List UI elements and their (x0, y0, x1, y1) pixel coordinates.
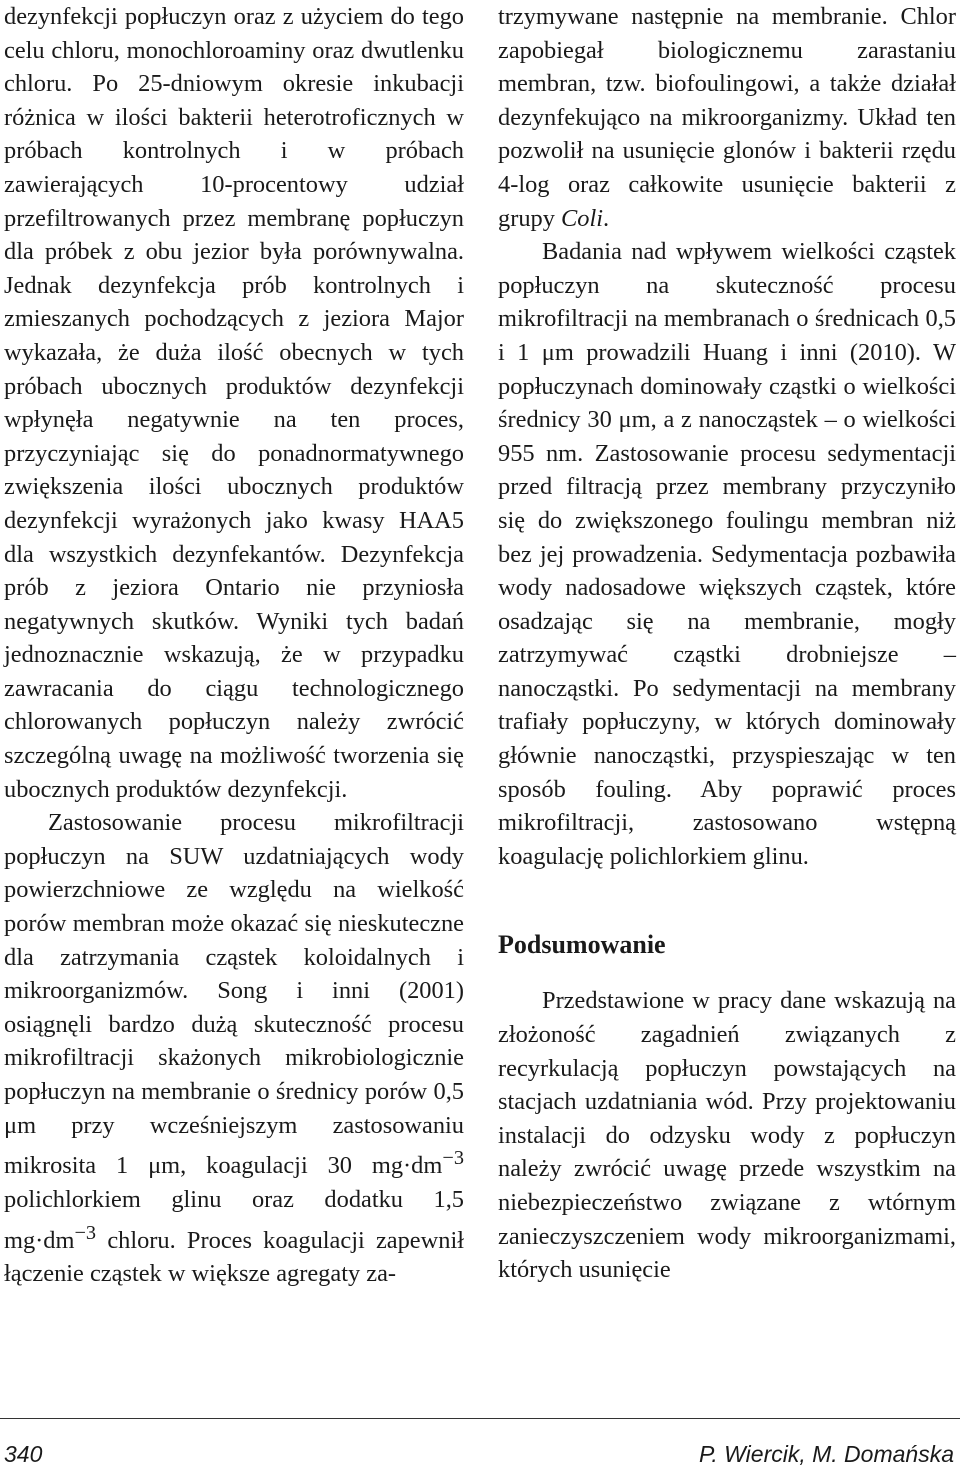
paragraph-text: . (603, 204, 610, 232)
paragraph-continuation (498, 0, 956, 235)
paragraph-particle-size: Badania nad wpływem wielkości cząstek popłuczyn na skuteczność procesu mikrofiltracji na membranach o średnicach 0,5 i 1 μm prowadzili Huang i inni (2010). W popłuczynach dominowały cząstki o wielkości średnicy 30 μm, a z nanocząstek – o wielkości 955 nm. Zastosowanie procesu sedymentacji przed filtracją przez membrany przyczyniło się do zwiększonego foulingu membran niż bez jej prowadzenia. Sedymentacja pozbawiła wody nadosadowe większych cząstek, które osadzając się na membranie, mogły zatrzymywać cząstki drobniejsze – nanocząstki. Po sedymentacji na membrany trafiały popłuczyny, w których dominowały głównie nanocząstki, przyspieszając w ten sposób fouling. Aby poprawić proces mikrofiltracji, zastosowano wstępną koagulację polichlorkiem glinu. (498, 238, 956, 870)
page-number: 340 (4, 1441, 43, 1467)
paragraph-text: trzymywane następnie na membranie. Chlor zapobiegał biologicznemu zarastaniu membran, tzw. biofoulingowi, a także działał dezynfekująco na mikroorganizmy. Układ ten pozwolił na usunięcie glonów i bakterii rzędu 4-log oraz całkowite usunięcie bakterii z grupy (498, 3, 956, 232)
paragraph-text: chloru. Proces koagulacji zapewnił łączenie cząstek w większe agregaty za- (4, 1226, 464, 1288)
paragraph-text: polichlorkiem glinu oraz dodatku 1,5 mg·dm (4, 1185, 464, 1254)
exponent: −3 (74, 1221, 97, 1244)
left-column (4, 0, 464, 1291)
paragraph-microfiltration (4, 806, 464, 1291)
paragraph-disinfection: dezynfekcji popłuczyn oraz z użyciem do tego celu chloru, monochloroaminy oraz dwutlenku chloru. Po 25-dniowym okresie inkubacji różnica w ilości bakterii heterotroficznych w próbach kontrolnych i w próbach zawierających 10-procentowy udział przefiltrowanych przez membranę popłuczyn dla próbek z obu jezior była porównywalna. Jednak dezynfekcja prób kontrolnych i zmieszanych pochodzących z jeziora Major wykazała, że duża ilość obecnych w tych próbach ubocznych produktów dezynfekcji wpłynęła negatywnie na ten proces, przyczyniając się do ponadnormatywnego zwiększenia ilości ubocznych produktów dezynfekcji wyrażonych jako kwasy HAA5 dla wszystkich dezynfekantów. Dezynfekcja prób z jeziora Ontario nie przyniosła negatywnych skutków. Wyniki tych badań jednoznacznie wskazują, że w przypadku zawracania do ciągu technologicznego chlorowanych popłuczyn należy zwrócić szczególną uwagę na możliwość tworzenia się ubocznych produktów dezynfekcji. (4, 3, 464, 803)
species-name: Coli (561, 204, 604, 232)
paragraph-summary: Przedstawione w pracy dane wskazują na złożoność zagadnień związanych z recyrkulacją popłuczyn powstających na stacjach uzdatniania wód. Przy projektowaniu instalacji do odzysku wody z popłuczyn należy zwrócić uwagę przede wszystkim na niebezpieczeństwo związane z wtórnym zanieczyszczeniem wody mikroorganizmami, których usunięcie (498, 987, 956, 1284)
right-column (498, 0, 956, 1287)
running-authors: P. Wiercik, M. Domańska (699, 1441, 954, 1467)
paragraph-text: Zastosowanie procesu mikrofiltracji popłuczyn na SUW uzdatniających wody powierzchniowe ze względu na wielkość porów membran może okazać się nieskuteczne dla zatrzymania cząstek koloidalnych i mikroorganizmów. Song i inni (2001) osiągnęli bardzo dużą skuteczność procesu mikrofiltracji skażonych mikrobiologicznie popłuczyn na membranie o średnicy porów 0,5 μm przy wcześniejszym zastosowaniu mikrosita 1 μm, koagulacji 30 mg·dm (4, 809, 464, 1180)
section-heading: Podsumowanie (498, 930, 666, 960)
footer-divider (0, 1418, 960, 1419)
exponent: −3 (442, 1147, 464, 1170)
